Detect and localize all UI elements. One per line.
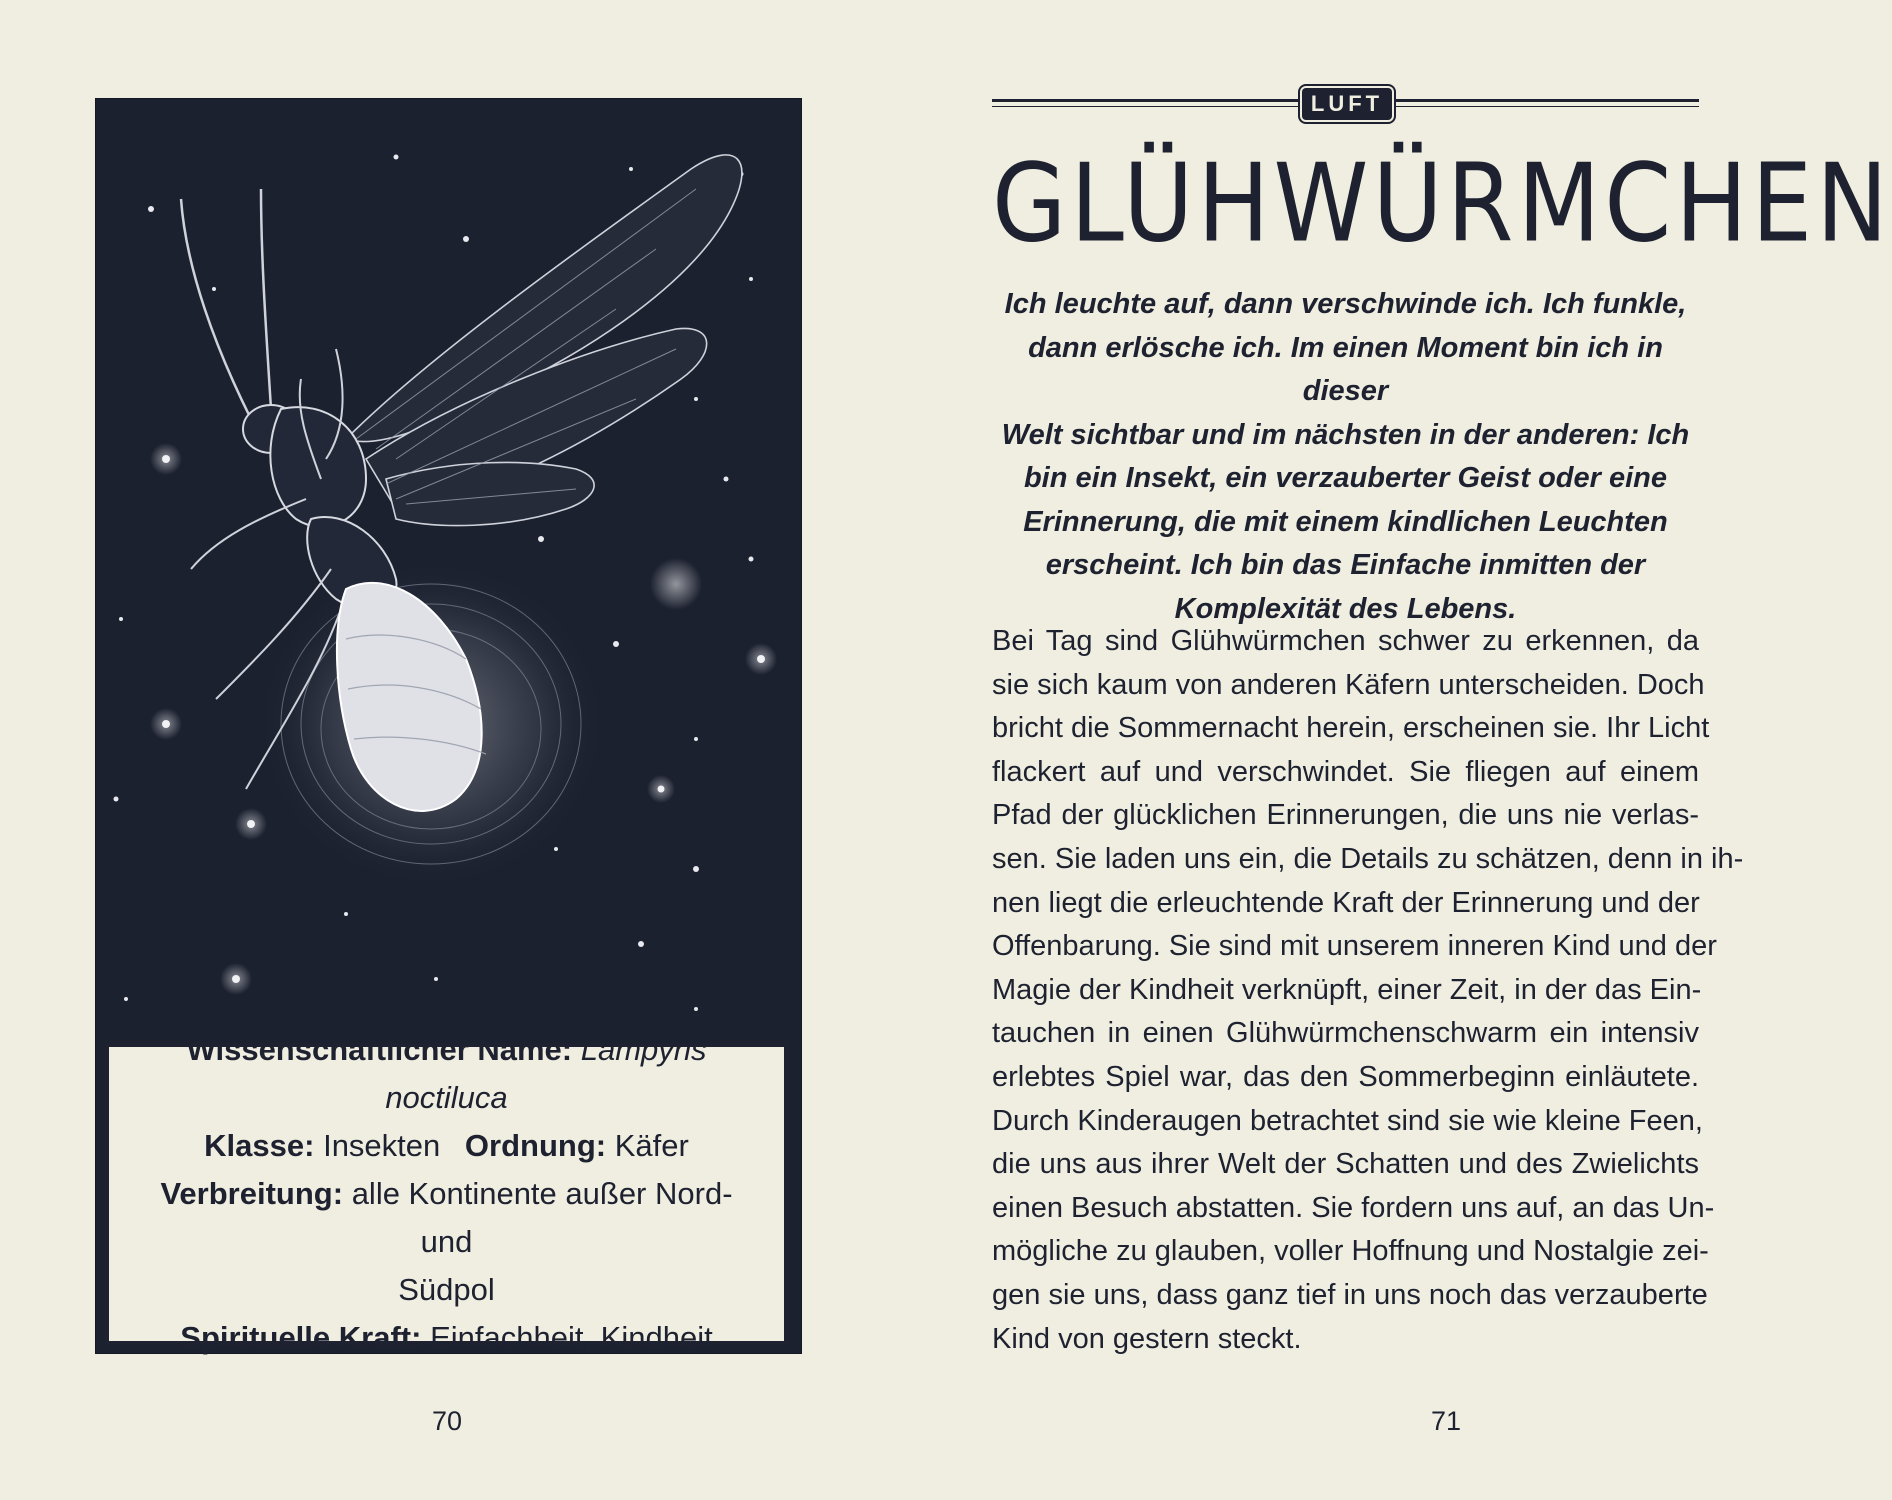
spiritual-power-line [180, 1314, 712, 1362]
header-rule-left [992, 99, 1304, 102]
spiritual-power-label: Spirituelle Kraft: [180, 1320, 422, 1355]
header-rule-left-thin [992, 106, 1304, 107]
body-line: sie sich kaum von anderen Käfern unterscheiden. Doch [992, 668, 1705, 701]
intro-line: Ich leuchte auf, dann verschwinde ich. Ich funkle, [1004, 288, 1687, 320]
header-rule-right-thin [1387, 106, 1699, 107]
scientific-name-label: Wissenschaftlicher Name: [186, 1032, 573, 1067]
body-line: bricht die Sommernacht herein, erscheinen sie. Ihr Licht [992, 712, 1710, 745]
illustration-plate [96, 99, 801, 1353]
body-line: Bei Tag sind Glühwürmchen schwer zu erkennen, da [992, 625, 1699, 657]
body-line: mögliche zu glauben, voller Hoffnung und Nostalgie zei- [992, 1235, 1709, 1268]
order-value: Käfer [614, 1128, 689, 1163]
body-line: einen Besuch abstatten. Sie fordern uns auf, an das Un- [992, 1191, 1715, 1224]
spiritual-power-value: Einfachheit, Kindheit [430, 1320, 713, 1355]
body-line: tauchen in einen Glühwürmchenschwarm ein intensiv [992, 1017, 1699, 1050]
right-page [897, 0, 1892, 1500]
body-line: sen. Sie laden uns ein, die Details zu schätzen, denn in ih- [992, 842, 1744, 875]
scientific-name-line [139, 1026, 754, 1122]
body-line: die uns aus ihrer Welt der Schatten und des Zwielichts [992, 1148, 1699, 1181]
body-line: nen liegt die erleuchtende Kraft der Erinnerung und der [992, 886, 1700, 919]
intro-quote [992, 283, 1699, 631]
scientific-name-value: Lampyris noctiluca [385, 1032, 707, 1115]
intro-line: dann erlösche ich. Im einen Moment bin ich in dieser [1028, 331, 1663, 407]
order-label: Ordnung: [464, 1128, 607, 1163]
distribution-label: Verbreitung: [160, 1176, 344, 1211]
intro-line: Komplexität des Lebens. [1174, 592, 1517, 625]
distribution-value: alle Kontinente außer Nord- und [351, 1176, 733, 1259]
body-paragraph [992, 620, 1744, 1361]
body-line: Pfad der glücklichen Erinnerungen, die uns nie verlas- [992, 799, 1699, 832]
class-label: Klasse: [204, 1128, 315, 1163]
body-line: Magie der Kindheit verknüpft, einer Zeit, in der das Ein- [992, 973, 1702, 1006]
class-order-line [204, 1122, 689, 1170]
class-value: Insekten [323, 1128, 441, 1163]
distribution-line-2: Südpol [398, 1272, 495, 1307]
section-tag: LUFT [1302, 88, 1392, 120]
intro-line: Welt sichtbar und im nächsten in der anderen: Ich [1001, 418, 1690, 451]
body-line: flackert auf und verschwindet. Sie fliegen auf einem [992, 755, 1699, 788]
firefly-antennae [181, 189, 271, 419]
body-line: Durch Kinderaugen betrachtet sind sie wie kleine Feen, [992, 1104, 1703, 1137]
intro-line: bin ein Insekt, ein verzauberter Geist oder eine [1023, 462, 1668, 494]
intro-line: Erinnerung, die mit einem kindlichen Leuchten [1023, 505, 1668, 538]
page-number-right: 71 [1430, 1406, 1462, 1436]
body-line: gen sie uns, dass ganz tief in uns noch das verzauberte [992, 1278, 1708, 1311]
species-info-box [105, 1032, 788, 1355]
distribution-line [139, 1170, 754, 1266]
header-rule-right [1387, 99, 1699, 102]
page-number-left: 70 [431, 1406, 463, 1436]
body-line: erlebtes Spiel war, das den Sommerbeginn einläutete. [992, 1060, 1699, 1093]
firefly-wings [346, 155, 742, 526]
left-page [0, 0, 897, 1500]
firefly-illustration [96, 99, 801, 1043]
body-line: Kind von gestern steckt. [992, 1322, 1302, 1355]
page-title: GLÜHWÜRMCHEN [992, 140, 1892, 267]
body-line: Offenbarung. Sie sind mit unserem inneren Kind und der [992, 930, 1717, 963]
intro-line: erscheint. Ich bin das Einfache inmitten der [1045, 549, 1646, 581]
